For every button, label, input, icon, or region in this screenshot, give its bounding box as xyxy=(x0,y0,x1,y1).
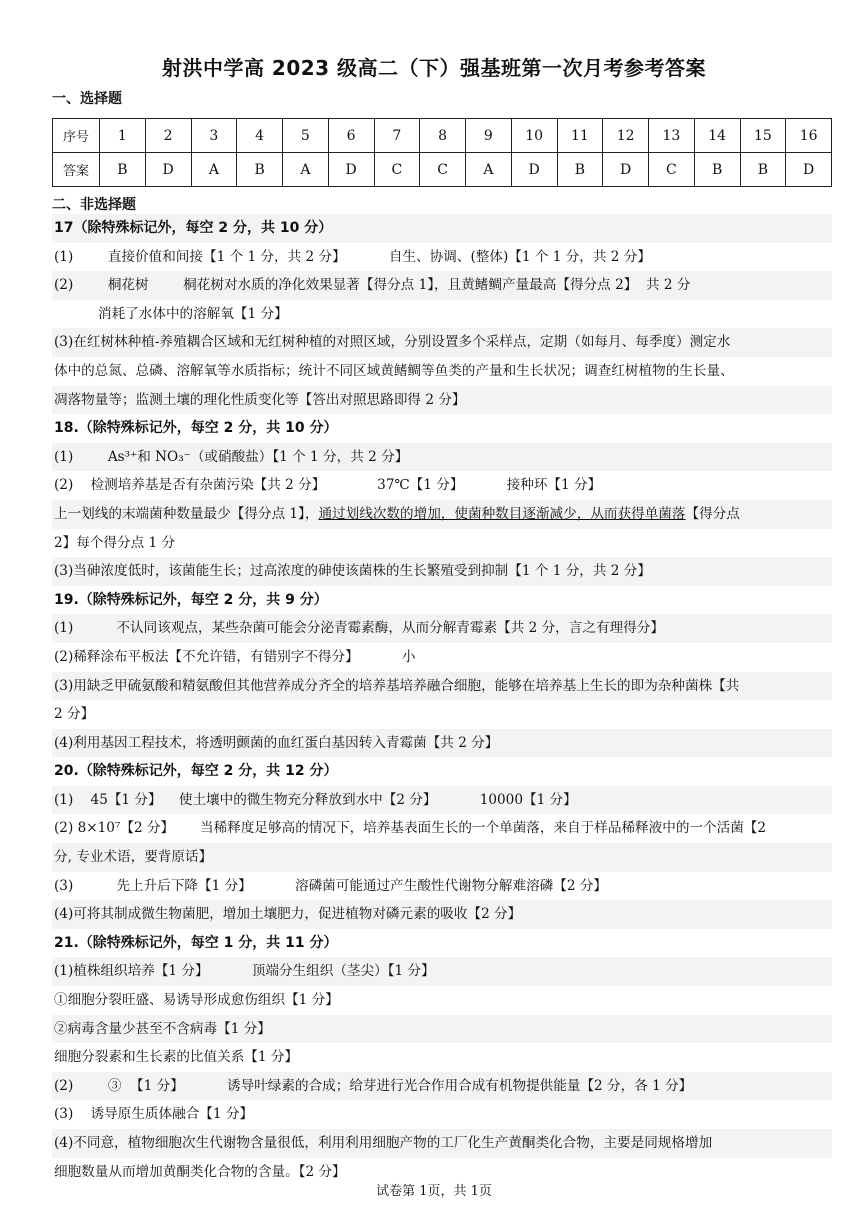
answer-text: (3) 诱导原生质体融合【1 分】 xyxy=(54,1106,254,1123)
answer-line xyxy=(52,1100,832,1129)
table-cell-answer: C xyxy=(649,153,695,187)
table-cell-answer: A xyxy=(283,153,329,187)
answer-line xyxy=(52,1072,832,1101)
answer-line xyxy=(52,986,832,1015)
answer-text: 2 分】 xyxy=(54,706,95,723)
answer-text: (4)可将其制成微生物菌肥，增加土壤肥力，促进植物对磷元素的吸收【2 分】 xyxy=(54,906,522,923)
table-cell-answer: D xyxy=(145,153,191,187)
page-footer: 试卷第 1页，共 1页 xyxy=(376,1184,492,1199)
answer-text: (1) 不认同该观点，某些杂菌可能会分泌青霉素酶，从而分解青霉素【共 2 分，言之有理得分】 xyxy=(54,620,664,637)
table-cell-number: 9 xyxy=(466,119,512,153)
table-cell-number: 7 xyxy=(374,119,420,153)
answer-line xyxy=(52,557,832,586)
answer-text: (2) 桐花树 桐花树对水质的净化效果显著【得分点 1】，且黄鳍鲷产量最高【得分点 2】 共 2 分 xyxy=(54,277,691,294)
table-cell-answer: A xyxy=(191,153,237,187)
answer-text-tail: 【得分点 xyxy=(685,505,740,522)
answer-text: 体中的总氮、总磷、溶解氧等水质指标；统计不同区域黄鳍鲷等鱼类的产量和生长状况；调查红树植物的生长量、 xyxy=(54,362,734,379)
table-cell-number: 2 xyxy=(145,119,191,153)
answer-text: (1) As³⁺和 NO₃⁻（或硝酸盐）【1 个 1 分，共 2 分】 xyxy=(54,448,409,465)
answer-text: ①细胞分裂旺盛、易诱导形成愈伤组织【1 分】 xyxy=(54,992,339,1009)
answer-text: 2】每个得分点 1 分 xyxy=(54,534,176,551)
answer-line xyxy=(52,700,832,729)
question-heading xyxy=(52,757,832,786)
row-label-number: 序号 xyxy=(53,119,100,153)
table-cell-number: 3 xyxy=(191,119,237,153)
answer-line xyxy=(52,614,832,643)
table-cell-number: 14 xyxy=(694,119,740,153)
answer-text: 上一划线的末端菌种数量最少【得分点 1】， xyxy=(54,505,319,522)
answer-line xyxy=(52,1129,832,1158)
table-cell-answer: C xyxy=(374,153,420,187)
table-cell-number: 5 xyxy=(283,119,329,153)
answer-text: 18.（除特殊标记外，每空 2 分，共 10 分） xyxy=(54,420,338,437)
table-cell-answer: B xyxy=(694,153,740,187)
table-cell-number: 1 xyxy=(100,119,146,153)
answer-line xyxy=(52,643,832,672)
answer-line xyxy=(52,328,832,357)
table-cell-number: 15 xyxy=(740,119,786,153)
answer-line xyxy=(52,786,832,815)
answer-text: 17（除特殊标记外，每空 2 分，共 10 分） xyxy=(54,220,333,236)
answer-text: 细胞数量从而增加黄酮类化合物的含量。【2 分】 xyxy=(54,1163,346,1180)
answer-text: (4)不同意，植物细胞次生代谢物含量很低，利用利用细胞产物的工厂化生产黄酮类化合物，主要是同规格增加 xyxy=(54,1135,713,1151)
answer-line xyxy=(52,814,832,843)
answer-text: 20.（除特殊标记外，每空 2 分，共 12 分） xyxy=(54,763,338,780)
answer-line xyxy=(52,843,832,872)
answer-line xyxy=(52,529,832,558)
answer-text: (1) 45【1 分】 使土壤中的微生物充分释放到水中【2 分】 10000【1 分】 xyxy=(54,791,577,808)
answer-text: (3) 先上升后下降【1 分】 溶磷菌可能通过产生酸性代谢物分解难溶磷【2 分】 xyxy=(54,877,608,894)
underlined-answer-text: 通过划线次数的增加，使菌种数目逐渐减少，从而获得单菌落 xyxy=(318,505,686,522)
answer-text: (3)当砷浓度低时，该菌能生长；过高浓度的砷使该菌株的生长繁殖受到抑制【1 个 1 分，共 2 分】 xyxy=(54,563,651,580)
answer-line xyxy=(52,672,832,701)
table-cell-number: 11 xyxy=(557,119,603,153)
table-row-answers xyxy=(53,153,832,187)
answer-text: (1)植株组织培养【1 分】 顶端分生组织（茎尖）【1 分】 xyxy=(54,963,435,980)
table-cell-number: 4 xyxy=(237,119,283,153)
answer-text: ②病毒含量少甚至不含病毒【1 分】 xyxy=(54,1020,271,1037)
answer-line xyxy=(52,243,832,272)
answer-text: 分, 专业术语，要背原话】 xyxy=(54,849,213,866)
table-cell-answer: B xyxy=(237,153,283,187)
table-cell-number: 16 xyxy=(786,119,832,153)
answer-text: (2) 8×10⁷【2 分】 当稀释度足够高的情况下，培养基表面生长的一个单菌落，来自于样品稀释液中的一个活菌【2 xyxy=(54,820,767,837)
table-cell-number: 6 xyxy=(328,119,374,153)
table-cell-answer: D xyxy=(786,153,832,187)
question-heading xyxy=(52,929,832,958)
table-cell-answer: A xyxy=(466,153,512,187)
answer-text: (1) 直接价值和间接【1 个 1 分，共 2 分】 自生、协调、(整体)【1 个 1 分，共 2 分】 xyxy=(54,248,651,265)
answer-text: (3)用缺乏甲硫氨酸和精氨酸但其他营养成分齐全的培养基培养融合细胞，能够在培养基上生长的即为杂种菌株【共 xyxy=(54,677,740,694)
answer-line xyxy=(52,1043,832,1072)
section-heading-nonchoice: 二、非选择题 xyxy=(52,197,136,213)
answer-text: (4)利用基因工程技术，将透明颤菌的血红蛋白基因转入青霉菌【共 2 分】 xyxy=(54,734,499,751)
table-cell-answer: D xyxy=(603,153,649,187)
answer-line xyxy=(52,300,832,329)
answer-text: (2) 检测培养基是否有杂菌污染【共 2 分】 37℃【1 分】 接种环【1 分】 xyxy=(54,477,602,494)
table-cell-number: 12 xyxy=(603,119,649,153)
question-heading xyxy=(52,414,832,443)
row-label-answer: 答案 xyxy=(53,153,100,187)
answer-table xyxy=(52,118,832,187)
table-cell-answer: B xyxy=(100,153,146,187)
table-cell-answer: D xyxy=(511,153,557,187)
answer-line xyxy=(52,357,832,386)
answer-text: (3)在红树林种植-养殖耦合区域和无红树种植的对照区域，分别设置多个采样点，定期（如每月、每季度）测定水 xyxy=(54,334,731,351)
table-cell-number: 10 xyxy=(511,119,557,153)
answer-line xyxy=(52,900,832,929)
table-cell-answer: B xyxy=(740,153,786,187)
answer-text: (2) ③ 【1 分】 诱导叶绿素的合成；给芽进行光合作用合成有机物提供能量【2 分，各 1 分】 xyxy=(54,1077,693,1094)
answer-line xyxy=(52,957,832,986)
table-cell-number: 13 xyxy=(649,119,695,153)
table-cell-answer: D xyxy=(328,153,374,187)
answer-text: (2)稀释涂布平板法【不允许错，有错别字不得分】 小 xyxy=(54,648,416,665)
answer-line xyxy=(52,386,832,415)
answer-line xyxy=(52,271,832,300)
section-heading-choice: 一、选择题 xyxy=(52,91,122,107)
table-cell-number: 8 xyxy=(420,119,466,153)
question-heading xyxy=(52,586,832,615)
answer-text: 21.（除特殊标记外，每空 1 分，共 11 分） xyxy=(54,934,338,951)
table-cell-answer: B xyxy=(557,153,603,187)
answer-text: 19.（除特殊标记外，每空 2 分，共 9 分） xyxy=(54,591,328,608)
page-title: 射洪中学高 2023 级高二（下）强基班第一次月考参考答案 xyxy=(161,56,707,80)
answer-line xyxy=(52,500,832,529)
answer-line xyxy=(52,1015,832,1044)
table-row-numbers xyxy=(53,119,832,153)
answer-lines xyxy=(52,214,832,1186)
answer-line xyxy=(52,443,832,472)
answer-text: 细胞分裂素和生长素的比值关系【1 分】 xyxy=(54,1049,299,1066)
answer-text: 凋落物量等；监测土壤的理化性质变化等【答出对照思路即得 2 分】 xyxy=(54,391,466,408)
answer-line xyxy=(52,729,832,758)
answer-line xyxy=(52,872,832,901)
answer-line xyxy=(52,471,832,500)
question-heading xyxy=(52,214,832,243)
answer-text: 消耗了水体中的溶解氧【1 分】 xyxy=(98,305,288,322)
table-cell-answer: C xyxy=(420,153,466,187)
